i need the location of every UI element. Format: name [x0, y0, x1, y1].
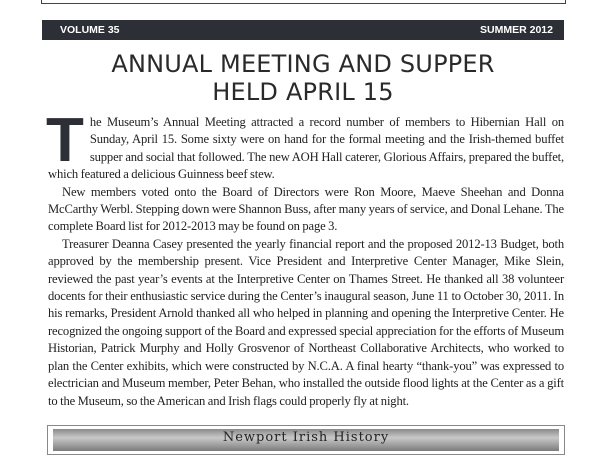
- article-title: [42, 50, 564, 106]
- historic-photo: [47, 425, 565, 455]
- photo-image: [53, 429, 559, 451]
- paragraph-3: Treasurer Deanna Casey presented the yearly financial report and the proposed 2012-13 Budget, both approved by the membership present. Vice President and Interpretive Center Manager, Mike Slein, reviewed the past year’s events at the Interpretive Center on Thames Street. He thanked all 38 volunteer docents for their enthusiastic service during the Center’s inaugural season, June 11 to October 30, 2011. In his remarks, President Arnold thanked all who helped in planning and opening the Interpretive Center. He recognized the ongoing support of the Board and expressed special appreciation for the efforts of Museum Historian, Patrick Murphy and Holly Grosvenor of Northeast Collaborative Architects, who worked to plan the Center exhibits, which were constructed by N.C.A. A final hearty “thank-you” was expressed to electrician and Museum member, Peter Behan, who installed the outside flood lights at the Center as a gift to the Museum, so the American and Irish flags could properly fly at night.: [48, 236, 564, 408]
- paragraph-2: New members voted onto the Board of Directors were Ron Moore, Maeve Sheehan and Donna McCarthy Werbl. Stepping down were Shannon Buss, after many years of service, and Donal Lehane. The complete Board list for 2012-2013 may be found on page 3.: [48, 184, 564, 234]
- drop-cap: T: [46, 106, 84, 175]
- issue-label: SUMMER 2012: [480, 24, 553, 36]
- photo-caption: Newport Irish History: [222, 430, 390, 445]
- article-body: [46, 106, 564, 410]
- title-line-1: ANNUAL MEETING AND SUPPER: [111, 50, 495, 78]
- issue-banner: [42, 20, 564, 40]
- previous-section-box: [41, 0, 566, 4]
- title-line-2: HELD APRIL 15: [212, 78, 394, 106]
- paragraph-1-text: he Museum’s Annual Meeting attracted a record number of members to Hibernian Hall on Sunday, April 15. Some sixty were on hand for the formal meeting and the Irish-themed buffet supper and social that followed. The new AOH Hall caterer, Glorious Affairs, prepared the buffet, which featured a delicious Guinness beef stew.: [48, 115, 564, 182]
- volume-label: VOLUME 35: [60, 24, 120, 36]
- paragraph-1: [46, 106, 564, 184]
